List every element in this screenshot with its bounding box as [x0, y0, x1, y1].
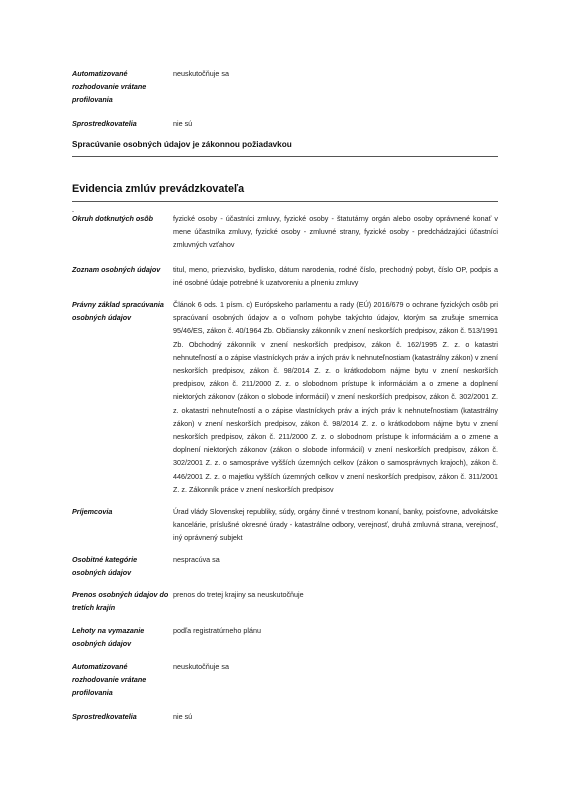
- row-label: Osobitné kategórie osobných údajov: [72, 555, 138, 578]
- row-label: Sprostredkovatelia: [72, 119, 137, 128]
- record-row: [72, 505, 498, 545]
- row-label: Automatizované rozhodovanie vrátane profilovania: [72, 662, 147, 698]
- row-value: neuskutočňuje sa: [173, 69, 229, 78]
- row-value: Úrad vlády Slovenskej republiky, súdy, orgány činné v trestnom konaní, banky, poisťovne, advokátske kancelárie, príslušné okresné úrady - katastrálne odbory, verejnosť, druhá zmluvná strana, verejnosť, iný oprávnený subjekt: [173, 507, 498, 543]
- section-marker: -: [72, 209, 74, 215]
- section-title: Evidencia zmlúv prevádzkovateľa: [72, 183, 245, 195]
- row-label: Príjemcovia: [72, 507, 113, 516]
- row-value: nie sú: [173, 712, 193, 721]
- row-value: neuskutočňuje sa: [173, 662, 229, 671]
- record-row: [72, 588, 498, 614]
- row-value: fyzické osoby - účastníci zmluvy, fyzické osoby - štatutárny orgán alebo osoby oprávnené konať v mene účastníka zmluvy, fyzické osoby - zmluvné strany, fyzické osoby - predchádzajúci účastníci zmluvných vzťahov: [173, 214, 498, 250]
- row-value: podľa registratúrneho plánu: [173, 626, 262, 635]
- record-row: [72, 298, 498, 496]
- record-row: [72, 212, 498, 252]
- row-value: nespracúva sa: [173, 555, 220, 564]
- record-row: [72, 624, 498, 650]
- divider: [72, 201, 498, 202]
- row-label: Zoznam osobných údajov: [72, 265, 161, 274]
- record-row: [72, 553, 498, 579]
- record-row: [72, 710, 498, 723]
- row-label: Automatizované rozhodovanie vrátane profilovania: [72, 69, 147, 105]
- row-label: Právny základ spracúvania osobných údajov: [72, 300, 164, 323]
- divider: [72, 156, 498, 157]
- row-label: Okruh dotknutých osôb: [72, 214, 154, 223]
- row-label: Sprostredkovatelia: [72, 712, 137, 721]
- row-value: Článok 6 ods. 1 písm. c) Európskeho parlamentu a rady (EÚ) 2016/679 o ochrane fyzických osôb pri spracúvaní osobných údajov a o voľnom pohybe takýchto údajov, ktorým sa zrušuje smernica 95/46/ES, zákon č. 40/1964 Zb. Občiansky zákonník v znení neskorších predpisov, zákon č. 513/1991 Zb. Obchodný zákonník v znení neskorších predpisov, zákon č. 162/1995 Z. z. o katastri nehnuteľností a o zápise vlastníckych práv a iných práv k nehnuteľnostiam (katastrálny zákon) v znení neskorších predpisov, zákon č. 98/2014 Z. z. o krátkodobom nájme bytu v znení neskorších predpisov, zákon č. 211/2000 Z. z. o slobodnom prístupe k informáciám a o zmene a doplnení niektorých zákonov (zákon o slobode informácií) v znení neskorších predpisov, zákon č. 302/2001 Z. z. okatastri nehnuteľností a o zápise vlastníckych práv a iných práv k nehnuteľnostiam (katastrálny zákon) v znení neskorších predpisov, zákon č. 98/2014 Z. z. o krátkodobom nájme bytu v znení neskorších predpisov, zákon č. 211/2000 Z. z. o slobodnom prístupe k informáciám a o zmene a doplnení niektorých zákonov (zákon o slobode informácií) v znení neskorších predpisov, zákon č. 302/2001 Z. z. o samospráve vyšších územných celkov (zákon o samosprávnych krajoch), zákon č. 446/2001 Z. z. o majetku vyšších územných celkov v znení neskorších predpisov, zákon č. 311/2001 Z. z. Zákonník práce v znení neskorších predpisov: [173, 300, 499, 494]
- row-value: prenos do tretej krajiny sa neuskutočňuje: [173, 590, 304, 599]
- record-row: [72, 67, 498, 107]
- record-row: [72, 263, 498, 289]
- row-label: Prenos osobných údajov do tretích krajín: [72, 590, 169, 613]
- section-subheading: Spracúvanie osobných údajov je zákonnou požiadavkou: [72, 140, 292, 149]
- row-value: nie sú: [173, 119, 193, 128]
- row-value: titul, meno, priezvisko, bydlisko, dátum narodenia, rodné číslo, prechodný pobyt, číslo OP, podpis a iné osobné údaje potrebné k uzatvoreniu a plneniu zmluvy: [173, 265, 498, 288]
- record-row: [72, 660, 498, 700]
- row-label: Lehoty na vymazanie osobných údajov: [72, 626, 145, 649]
- record-row: [72, 117, 498, 130]
